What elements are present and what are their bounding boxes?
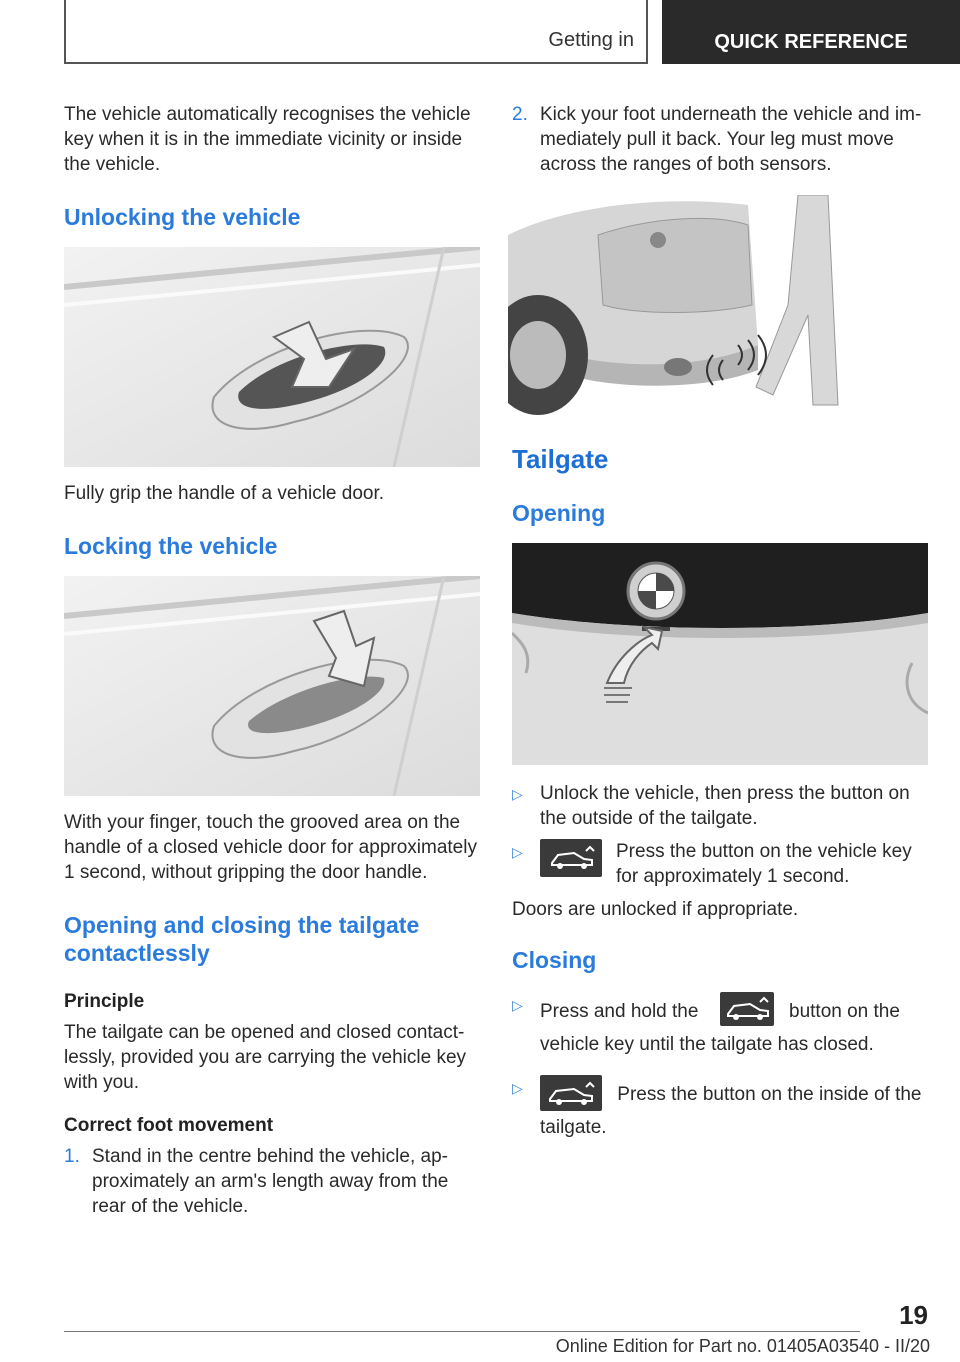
- step-2-text: Kick your foot underneath the vehicle and im-mediately pull it back. Your leg must move across the ranges of both sensors.: [540, 104, 922, 175]
- left-column: [64, 102, 482, 1219]
- bullet-marker: ▷: [512, 786, 523, 802]
- bullet-marker: ▷: [512, 844, 523, 860]
- unlock-heading: Unlocking the vehicle: [64, 204, 301, 230]
- contactless-heading: Opening and closing the tailgate contactlessly: [64, 912, 420, 966]
- unlock-text: Fully grip the handle of a vehicle door.: [64, 483, 385, 504]
- header-section-title: Getting in: [548, 29, 634, 51]
- bullet-marker: ▷: [512, 1080, 523, 1096]
- opening-heading: Opening: [512, 500, 606, 526]
- header-chapter-label: QUICK REFERENCE: [714, 30, 908, 53]
- closing-bullet-1-text-a: Press and hold the: [540, 1001, 699, 1023]
- opening-bullet-2-text: Press the button on the vehicle key for approximately 1 second.: [616, 841, 912, 887]
- step-2-number: 2.: [512, 104, 528, 125]
- tailgate-car-icon: [720, 992, 774, 1026]
- opening-note: Doors are unlocked if appropriate.: [512, 899, 799, 920]
- step-1-text: Stand in the centre behind the vehicle, ap-proximately an arm's length away from the rear of the vehicle.: [92, 1146, 449, 1217]
- closing-bullet-1: [512, 992, 930, 1057]
- foot-movement-heading: Correct foot movement: [64, 1115, 274, 1136]
- intro-paragraph: The vehicle automatically recognises the vehicle key when it is in the immediate vicinity or inside the vehicle.: [64, 104, 471, 175]
- bullet-marker: ▷: [512, 997, 523, 1013]
- principle-heading: Principle: [64, 991, 145, 1012]
- tailgate-heading: Tailgate: [512, 444, 609, 474]
- tailgate-car-icon: [540, 839, 602, 877]
- opening-bullet-1-text: Unlock the vehicle, then press the button on the outside of the tailgate.: [540, 783, 910, 829]
- step-1: [64, 1144, 482, 1219]
- step-2: [512, 102, 930, 177]
- header-chapter-tab: [662, 0, 960, 64]
- opening-bullet-2: [512, 839, 930, 889]
- door-handle-unlock-illustration: [64, 247, 480, 467]
- footer-divider: [64, 1331, 860, 1332]
- right-column: [512, 102, 930, 1140]
- closing-bullet-2: [512, 1075, 930, 1140]
- door-handle-lock-illustration: [64, 576, 480, 796]
- closing-bullet-1-text-b: button on the vehicle key until the tailgate has closed.: [540, 1001, 900, 1055]
- tailgate-car-icon: [540, 1075, 602, 1111]
- page-number: 19: [899, 1300, 928, 1330]
- lock-text: With your finger, touch the grooved area on the handle of a closed vehicle door for approximately 1 second, without gripping the door handle.: [64, 812, 477, 883]
- tailgate-button-illustration: [512, 543, 928, 765]
- kick-sensor-illustration: [508, 195, 844, 415]
- footer-edition: Online Edition for Part no. 01405A03540 - II/20: [555, 1336, 930, 1356]
- closing-bullet-2-text: Press the button on the inside of the tailgate.: [540, 1084, 922, 1138]
- principle-text: The tailgate can be opened and closed contact-lessly, provided you are carrying the vehicle key with you.: [64, 1022, 467, 1093]
- opening-bullet-1: [512, 781, 930, 831]
- closing-heading: Closing: [512, 947, 597, 973]
- lock-heading: Locking the vehicle: [64, 533, 278, 559]
- step-1-number: 1.: [64, 1146, 80, 1167]
